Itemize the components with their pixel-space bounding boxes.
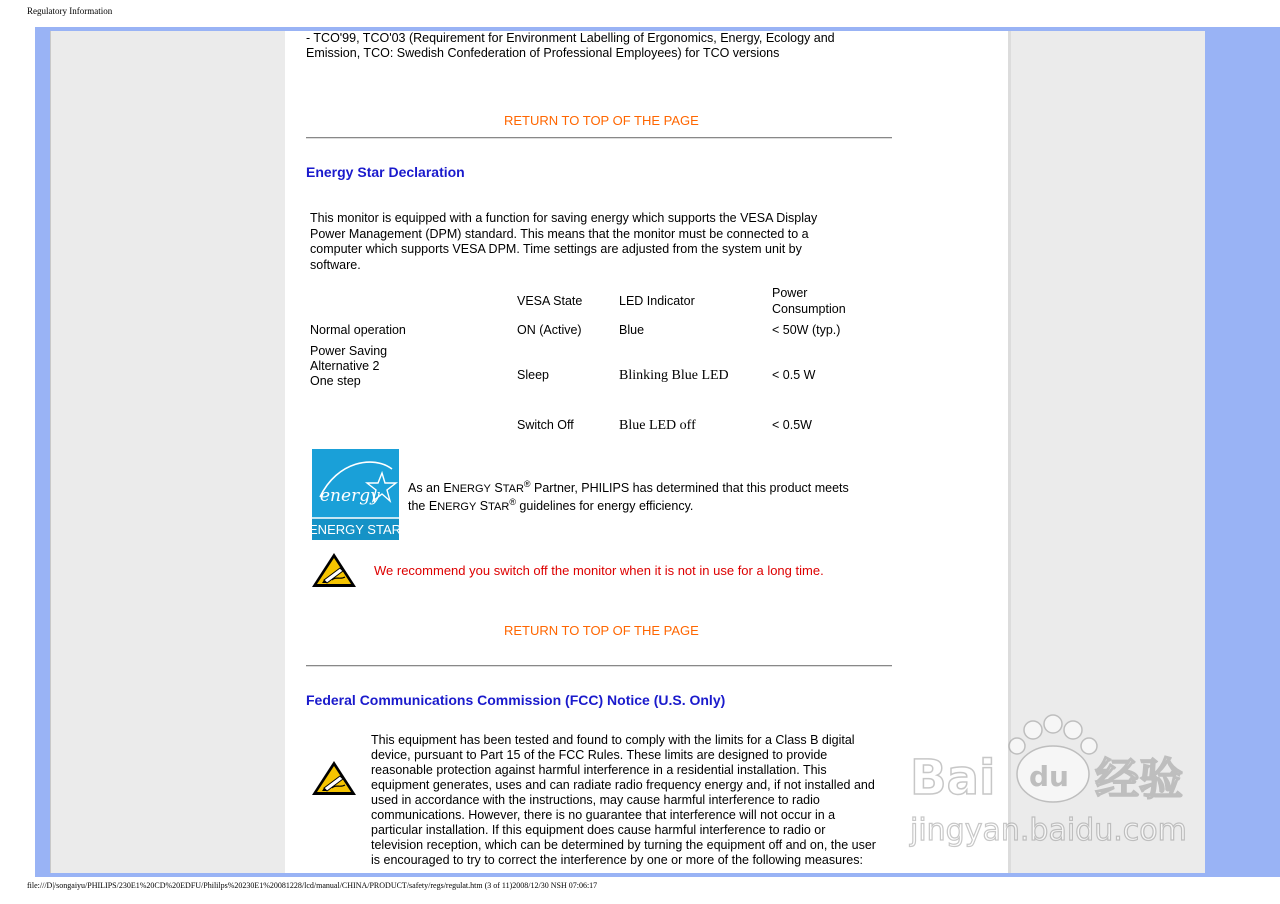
fcc-para-line-5: used in accordance with the instructions, may cause harmful interference to radio [371,793,820,807]
fcc-heading: Federal Communications Commission (FCC) Notice (U.S. Only) [306,692,726,708]
energy-para-line-1: This monitor is equipped with a function for saving energy which supports the VESA Display [310,211,818,225]
baidu-jingyan-watermark [905,712,1205,852]
logo-label-text: ENERGY STAR [312,522,399,537]
logo-script-text: energy [320,486,380,506]
fcc-para-line-7: particular installation. If this equipment does cause harmful interference to radio or [371,823,826,837]
partner-text: NERGY [451,483,491,496]
divider [306,137,892,139]
fcc-para-line-4: equipment generates, uses and can radiate radio frequency energy and, if not installed and [371,778,875,792]
row-off-led: Blue LED off [619,418,696,433]
partner-text: Partner, PHILIPS has determined that this product meets [530,481,849,496]
fcc-para-line-2: device, pursuant to Part 15 of the FCC Rules. These limits are designed to provide [371,748,828,762]
fcc-para-line-8: television reception, which can be determined by turning the equipment off and on, the user [371,838,876,852]
row-saving-label-3: One step [310,374,361,388]
return-to-top-link[interactable]: RETURN TO TOP OF THE PAGE [504,113,699,128]
table-header-vesa-state: VESA State [517,294,583,308]
fcc-para-line-6: communications. However, there is no guarantee that interference will not occur in a [371,808,836,822]
tco-line-2: Emission, TCO: Swedish Confederation of Professional Employees) for TCO versions [306,46,780,60]
tco-line-1: - TCO'99, TCO'03 (Requirement for Environment Labelling of Ergonomics, Energy, Ecology and [306,31,835,45]
energy-para-line-2: Power Management (DPM) standard. This means that the monitor must be connected to a [310,227,809,241]
partner-text: NERGY [437,501,477,514]
row-normal-led: Blue [619,323,645,337]
warning-note-icon-2 [310,758,358,798]
partner-text: guidelines for energy efficiency. [515,499,694,514]
row-off-state: Switch Off [517,418,574,432]
page-footer-path: file:///D|/songaiyu/PHILIPS/230E1%20CD%20EDFU/Phililps%20230E1%20081228/lcd/manual/CHINA/PRODUCT/safety/regs/regulat.htm (3 of 11)2008/12/30 NSH 07:06:17 [27,881,598,890]
partner-text: S [476,499,489,514]
row-saving-led: Blinking Blue LED [619,368,729,383]
registered-mark: ® [523,479,531,489]
energy-star-heading: Energy Star Declaration [306,164,465,180]
return-to-top-link-2[interactable]: RETURN TO TOP OF THE PAGE [504,623,699,638]
partner-text: As an E [408,481,452,496]
partner-text: S [490,481,503,496]
table-header-led: LED Indicator [619,294,695,308]
row-saving-label-2: Alternative 2 [310,359,380,373]
watermark-cn: 经验 [1095,754,1183,805]
row-normal-power: < 50W (typ.) [772,323,841,337]
partner-text: the E [408,499,438,514]
fcc-para-line-9: is encouraged to try to correct the interference by one or more of the following measures: [371,853,863,867]
watermark-paw-text: du [1029,760,1069,793]
partner-line-2 [408,495,693,515]
recommend-text: We recommend you switch off the monitor when it is not in use for a long time. [374,563,824,578]
energy-star-logo-icon [312,449,399,540]
row-normal-state: ON (Active) [517,323,582,337]
fcc-para-line-1: This equipment has been tested and found to comply with the limits for a Class B digital [371,733,855,747]
table-header-consumption: Consumption [772,302,846,316]
partner-text: TAR [502,483,524,496]
watermark-url: jingyan.baidu.com [910,813,1187,848]
energy-star-logo [312,449,399,540]
row-saving-power: < 0.5 W [772,368,816,382]
warning-note-icon [310,550,358,590]
energy-para-line-3: computer which supports VESA DPM. Time settings are adjusted from the system unit by [310,242,802,256]
divider-2 [306,665,892,667]
left-margin [50,31,285,873]
page-header-title: Regulatory Information [27,6,113,16]
registered-mark: ® [509,497,516,507]
fcc-para-line-3: reasonable protection against harmful interference in a residential installation. This [371,763,827,777]
row-off-power: < 0.5W [772,418,812,432]
row-saving-label-1: Power Saving [310,344,388,358]
row-saving-state: Sleep [517,368,549,382]
partner-text: TAR [488,501,510,514]
row-normal-label: Normal operation [310,323,406,337]
table-header-power: Power [772,286,808,300]
energy-para-line-4: software. [310,258,361,272]
watermark-brand: Bai [910,750,996,806]
